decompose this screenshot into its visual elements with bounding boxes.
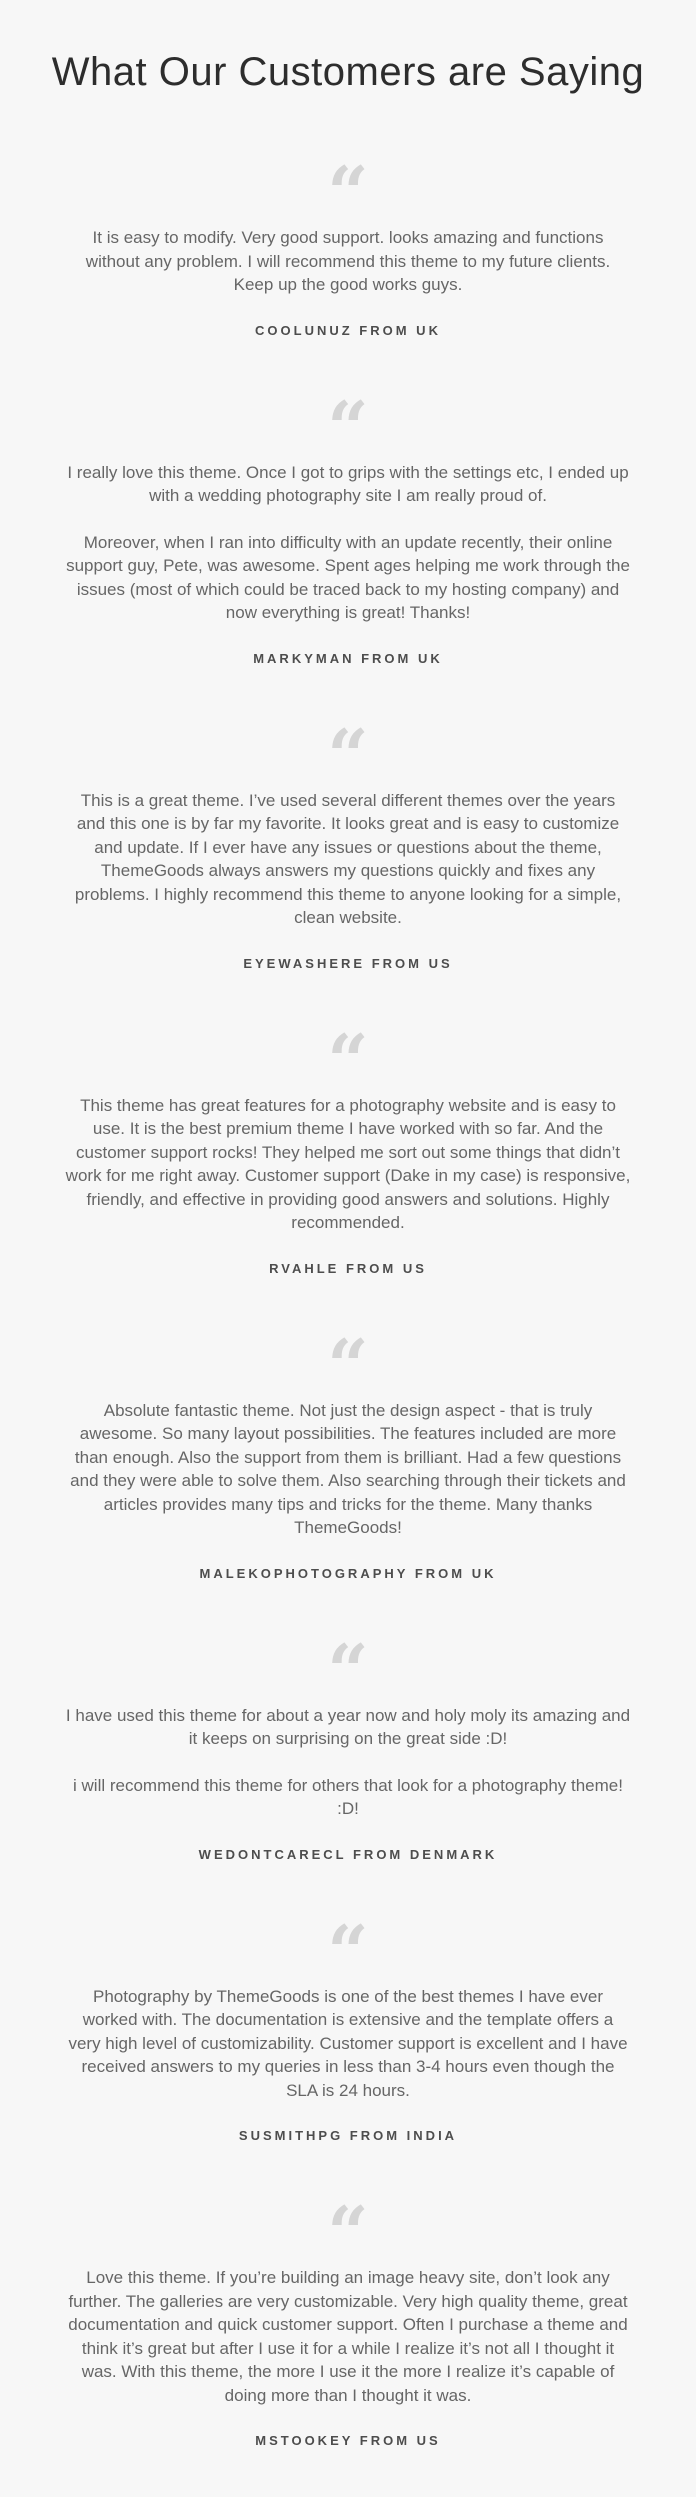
testimonial-author: RVAHLE FROM US [269,1260,427,1276]
testimonial-text [65,461,631,625]
testimonial [48,712,648,972]
testimonial [48,384,648,667]
testimonial-text [65,1704,631,1821]
testimonial-text [65,1399,631,1540]
quote-icon: “ [327,1627,369,1713]
testimonial-paragraph: This theme has great features for a photography website and is easy to use. It is the best premium theme I have worked with so far. And the customer support rocks! They helped me sort out some things that didn’t work for me right away. Customer support (Dake in my case) is responsive, friendly, and effective in providing good answers and solutions. Highly recommended. [65,1095,631,1232]
testimonial-text [65,226,631,297]
testimonials-list [48,150,648,2449]
testimonial [48,1908,648,2145]
testimonial-author: COOLUNUZ FROM UK [255,322,441,338]
quote-icon: “ [327,1908,369,1994]
testimonial-author: MARKYMAN FROM UK [253,650,443,666]
testimonial-paragraph: It is easy to modify. Very good support. looks amazing and functions without any problem. I will recommend this theme to my future clients. Keep up the good works guys. [85,228,611,294]
testimonial-paragraph: Love this theme. If you’re building an image heavy site, don’t look any further. The galleries are very customizable. Very high quality theme, great documentation and quick customer support. Often I purchase a theme and think it’s great but after I use it for a while I realize it’s not all I thought it was. With this theme, the more I use it the more I realize it’s capable of doing more than I thought it was. [68,2268,628,2405]
testimonial-paragraph: Moreover, when I ran into difficulty with an update recently, their online support guy, Pete, was awesome. Spent ages helping me work through the issues (most of which could be traced back to my hosting company) and now everything is great! Thanks! [66,532,630,622]
quote-icon: “ [327,1017,369,1103]
quote-icon: “ [327,150,369,235]
testimonial-text [65,2266,631,2407]
testimonial-text [65,1985,631,2103]
testimonial [48,2190,648,2449]
testimonial-author: MALEKOPHOTOGRAPHY FROM UK [199,1565,497,1581]
testimonial-text [65,1094,631,1235]
testimonial-author: MSTOOKEY FROM US [255,2433,441,2448]
quote-icon: “ [327,1322,369,1408]
testimonial-author: SUSMITHPG FROM INDIA [238,2128,458,2143]
testimonial-paragraph: This is a great theme. I’ve used several different themes over the years and this one is by far my favorite. It looks great and is easy to customize and update. If I ever have any issues or questions about the theme, ThemeGoods always answers my questions quickly and fixes any problems. I highly recommend this theme to anyone looking for a simple, clean website. [74,790,622,927]
testimonial-paragraph: I really love this theme. Once I got to grips with the settings etc, I ended up with a wedding photography site I am really proud of. [67,462,629,505]
quote-icon: “ [327,384,369,470]
testimonial [48,1017,648,1277]
testimonial-author: WEDONTCARECL FROM DENMARK [198,1846,498,1862]
testimonial [48,1627,648,1863]
testimonial-paragraph: Absolute fantastic theme. Not just the design aspect - that is truly awesome. So many layout possibilities. The features included are more than enough. Also the support from them is brilliant. Had a few questions and they were able to solve them. Also searching through their tickets and articles provides many tips and tricks for the theme. Many thanks ThemeGoods! [70,1400,626,1537]
testimonial [48,1322,648,1582]
testimonial-paragraph: I have used this theme for about a year now and holy moly its amazing and it keeps on surprising on the great side :D! [65,1705,631,1748]
quote-icon: “ [327,2190,369,2275]
testimonial-paragraph: i will recommend this theme for others that look for a photography theme! :D! [73,1775,623,1818]
testimonial-text [65,789,631,930]
testimonial [48,150,648,339]
quote-icon: “ [327,712,369,798]
testimonial-author: EYEWASHERE FROM US [243,955,453,971]
testimonial-paragraph: Photography by ThemeGoods is one of the best themes I have ever worked with. The documentation is extensive and the template offers a very high level of customizability. Customer support is excellent and I have received answers to my queries in less than 3-4 hours even though the SLA is 24 hours. [68,1986,628,2100]
section-title: What Our Customers are Saying [51,50,645,94]
